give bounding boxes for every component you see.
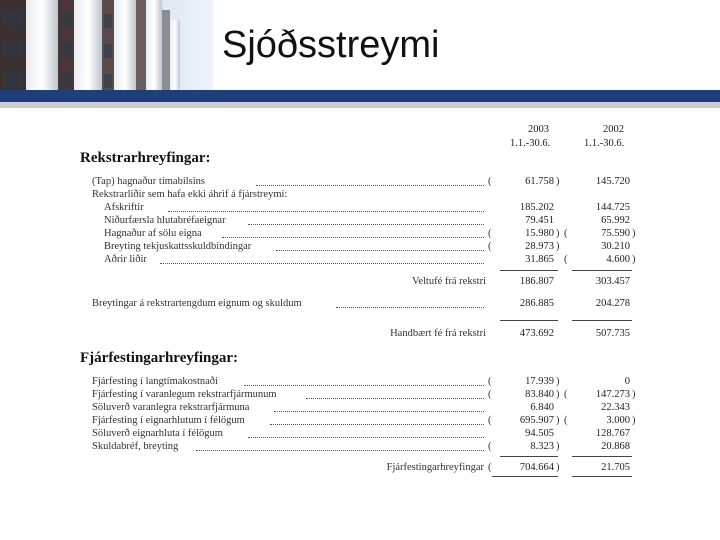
col-year-2002: 2002: [603, 124, 624, 135]
neg-paren-close: ): [632, 389, 636, 400]
neg-paren-close: ): [556, 241, 560, 252]
value-2002: 65.992: [601, 215, 630, 226]
row-label: Söluverð varanlegra rekstrarfjármuna: [92, 402, 250, 413]
value-2002: 22.343: [601, 402, 630, 413]
neg-paren-open: (: [488, 176, 492, 187]
leader-dots: [248, 437, 484, 438]
value-2003: 31.865: [525, 254, 554, 265]
row-label: Breyting tekjuskattsskuldbindingar: [104, 241, 252, 252]
changes-value-2003: 286.885: [519, 298, 554, 309]
neg-paren-open: (: [564, 228, 568, 239]
row-label: Söluverð eignarhluta í félögum: [92, 428, 223, 439]
header-band: [0, 90, 720, 102]
total-underline: [572, 476, 632, 477]
leader-dots: [336, 307, 484, 308]
neg-paren-close: ): [556, 441, 560, 452]
neg-paren-open: (: [488, 389, 492, 400]
investing-total-2002: 21.705: [601, 462, 630, 473]
leader-dots: [222, 237, 484, 238]
value-2002: 144.725: [595, 202, 630, 213]
row-label: Aðrir liðir: [104, 254, 147, 265]
leader-dots: [196, 450, 484, 451]
leader-dots: [244, 385, 484, 386]
neg-paren-close: ): [632, 415, 636, 426]
neg-paren-close: ): [632, 228, 636, 239]
leader-dots: [248, 224, 484, 225]
total-rule: [572, 456, 632, 457]
neg-paren-open: (: [488, 441, 492, 452]
investing-total-label: Fjárfestingarhreyfingar: [386, 462, 484, 473]
neg-paren-open: (: [488, 228, 492, 239]
value-2002: 0: [624, 376, 630, 387]
neg-paren-close: ): [556, 462, 560, 473]
neg-paren-open: (: [564, 415, 568, 426]
value-2002: 4.600: [606, 254, 630, 265]
header-band-light: [0, 102, 720, 108]
col-period-2002: 1.1.-30.6.: [584, 138, 625, 149]
row-label: Fjárfesting í eignarhlutum í félögum: [92, 415, 245, 426]
leader-dots: [306, 398, 484, 399]
value-2003: 83.840: [525, 389, 554, 400]
neg-paren-close: ): [556, 176, 560, 187]
value-2003: 79.451: [525, 215, 554, 226]
value-2003: 6.840: [530, 402, 554, 413]
row-label: (Tap) hagnaður tímabilsins: [92, 176, 205, 187]
neg-paren-close: ): [632, 254, 636, 265]
row-label: Fjárfesting í varanlegum rekstrarfjármunum: [92, 389, 277, 400]
row-label: Fjárfesting í langtímakostnaði: [92, 376, 218, 387]
leader-dots: [274, 411, 484, 412]
row-label: Afskriftir: [104, 202, 144, 213]
value-2002: 147.273: [595, 389, 630, 400]
value-2003: 28.973: [525, 241, 554, 252]
row-label: Rekstrarliðir sem hafa ekki áhrif á fjárstreymi:: [92, 189, 288, 200]
neg-paren-close: ): [556, 415, 560, 426]
investing-total-2003: 704.664: [519, 462, 554, 473]
changes-value-2002: 204.278: [595, 298, 630, 309]
leader-dots: [168, 211, 484, 212]
col-period-2003: 1.1.-30.6.: [510, 138, 551, 149]
changes-label: Breytingar á rekstrartengdum eignum og skuldum: [92, 298, 302, 309]
subtotal-label: Veltufé frá rekstri: [411, 276, 486, 287]
total-rule: [500, 456, 558, 457]
neg-paren-open: (: [564, 389, 568, 400]
subtotal-value-2003: 186.807: [519, 276, 554, 287]
page-title: Sjóðsstreymi: [222, 24, 440, 66]
value-2002: 30.210: [601, 241, 630, 252]
building-image: [0, 0, 213, 90]
value-2003: 15.980: [525, 228, 554, 239]
neg-paren-open: (: [488, 241, 492, 252]
value-2003: 61.758: [525, 176, 554, 187]
neg-paren-open: (: [564, 254, 568, 265]
neg-paren-open: (: [488, 462, 492, 473]
cash-value-2003: 473.692: [519, 328, 554, 339]
row-label: Niðurfærsla hlutabréfaeignar: [104, 215, 226, 226]
value-2003: 695.907: [519, 415, 554, 426]
neg-paren-close: ): [556, 389, 560, 400]
value-2003: 94.505: [525, 428, 554, 439]
value-2002: 20.868: [601, 441, 630, 452]
subtotal-rule: [572, 270, 632, 271]
cash-value-2002: 507.735: [595, 328, 630, 339]
leader-dots: [256, 185, 484, 186]
leader-dots: [160, 263, 484, 264]
col-year-2003: 2003: [528, 124, 549, 135]
value-2003: 17.939: [525, 376, 554, 387]
neg-paren-close: ): [556, 376, 560, 387]
operating-heading: Rekstrarhreyfingar:: [80, 150, 211, 166]
value-2003: 8.323: [530, 441, 554, 452]
row-label: Skuldabréf, breyting: [92, 441, 179, 452]
value-2002: 75.590: [601, 228, 630, 239]
total-rule: [572, 320, 632, 321]
investing-heading: Fjárfestingarhreyfingar:: [80, 350, 239, 366]
neg-paren-open: (: [488, 415, 492, 426]
value-2002: 3.000: [606, 415, 630, 426]
total-underline: [492, 476, 558, 477]
subtotal-rule: [500, 270, 558, 271]
value-2002: 145.720: [595, 176, 630, 187]
leader-dots: [276, 250, 484, 251]
subtotal-value-2002: 303.457: [595, 276, 630, 287]
leader-dots: [270, 424, 484, 425]
value-2002: 128.767: [595, 428, 630, 439]
cash-label: Handbært fé frá rekstri: [390, 328, 486, 339]
neg-paren-close: ): [556, 228, 560, 239]
value-2003: 185.202: [519, 202, 554, 213]
row-label: Hagnaður af sölu eigna: [104, 228, 202, 239]
neg-paren-open: (: [488, 376, 492, 387]
total-rule: [500, 320, 558, 321]
header-building-photo: [0, 0, 213, 90]
